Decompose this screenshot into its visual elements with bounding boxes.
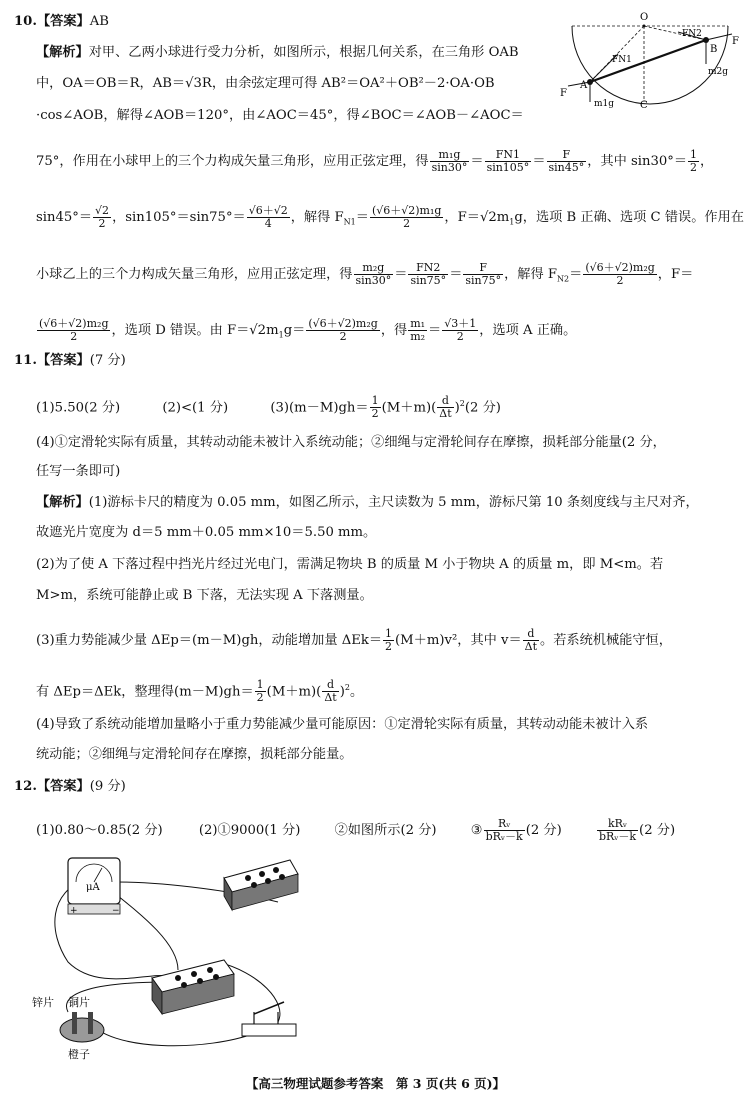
q10-answer-line	[14, 13, 109, 31]
label-f-a: F	[560, 88, 567, 99]
meter-label: μA	[86, 882, 100, 893]
label-m1g: m1g	[594, 99, 615, 109]
q12-a2: (2)①9000(1 分)	[198, 823, 301, 838]
frac-krv-brvk: kRᵥ bRᵥ－k	[598, 817, 637, 843]
q11-score: (7 分)	[89, 353, 126, 368]
q12-a1: (1)0.80～0.85(2 分)	[36, 823, 163, 838]
q11-answer-tag: 【答案】	[36, 353, 90, 368]
q10-line-6: 小球乙上的三个力构成矢量三角形，应用正弦定理，得 $\frac{\text{m₂g}}{\sin 30^\circ}$ ＝ $\frac{FN2}{\sin 75^\circ}$ ＝ $\frac{F}{\sin 75^\circ}$ ，解得 $F_{N2}=$ $\frac{\text{(√6＋√2)m₂g}}{2}$ ，F＝	[36, 261, 694, 287]
q10-text-1: 对甲、乙两小球进行受力分析，如图所示，根据几何关系，在三角形 OAB	[88, 45, 519, 60]
f-arrow-b	[706, 34, 732, 40]
q10-force-diagram	[560, 4, 746, 112]
q11-e1-text: (1)游标卡尺的精度为 0.05 mm，如图乙所示，主尺读数为 5 mm，游标尺第 10 条刻度线与主尺对齐，	[88, 495, 699, 510]
q12-circuit-diagram	[28, 852, 318, 1064]
q11-answer-line	[14, 352, 126, 370]
q10-line-1	[36, 44, 519, 62]
label-a: A	[580, 80, 588, 91]
ball-a	[587, 79, 593, 85]
q11-explain-tag: 【解析】	[36, 495, 89, 510]
label-c: C	[640, 100, 648, 111]
q10-l5e: g，选项 B 正确、选项 C 错误。作用在	[514, 210, 744, 225]
q10-l4a: 75°，作用在小球甲上的三个力构成矢量三角形，应用正弦定理，得	[36, 154, 429, 169]
frac-d-dt-e6: $\frac{d}{\Delta t}$	[324, 678, 337, 705]
q11-e2: 故遮光片宽度为 d＝5 mm＋0.05 mm×10＝5.50 mm。	[36, 525, 377, 540]
frac-r2-2: $\frac{√2}{2}$	[95, 204, 110, 230]
q10-answer-tag: 【答案】	[36, 14, 90, 29]
point-o	[643, 25, 646, 28]
q12-a3: ②如图所示(2 分)	[334, 823, 437, 838]
q10-l7a: ，选项 D 错误。由 F＝√2m	[111, 323, 279, 338]
label-zinc: 锌片	[32, 996, 54, 1009]
q11-a4: (4)①定滑轮实际有质量，其转动动能未被计入系统动能；②细绳与定滑轮间存在摩擦，损耗部分能量(2 分，	[36, 435, 666, 450]
frac-half: $\frac{1}{2}$	[690, 148, 698, 174]
q10-l6b: ，解得 F	[504, 267, 558, 282]
q12-answers-row	[36, 818, 675, 843]
q11-answers-row: (1)5.50(2 分) (2)<(1 分) (3)(m－M)gh＝ $\frac{1}{2}$ (M＋m)( $\frac{d}{\Delta t}$ )$^2$(2 分)	[36, 394, 501, 421]
q11-e5b: (M＋m)v²，其中 v＝	[395, 633, 522, 648]
frac-d-dt: $\frac{d}{\Delta t}$	[439, 394, 452, 421]
q12-answer-line	[14, 778, 126, 796]
q11-a3: (3)(m－M)gh＝	[270, 400, 369, 416]
ab-rod	[590, 40, 706, 82]
label-m2g: m2g	[708, 67, 729, 77]
q11-e5	[36, 628, 672, 653]
switch	[242, 1002, 296, 1036]
frac-f-sin75: $\frac{F}{\sin 75^\circ}$	[465, 261, 502, 287]
q10-line-3: ·cos∠AOB，解得∠AOB＝120°，由∠AOC＝45°，得∠BOC＝∠AOB－∠AOC＝	[36, 108, 524, 123]
resistance-box-2	[152, 960, 234, 1014]
frac-fn1-sin105: $\frac{FN1}{\sin 105^\circ}$	[486, 148, 530, 174]
q10-l4b: ，其中 sin30°＝	[587, 154, 688, 169]
page-footer: 【高三物理试题参考答案 第 3 页(共 6 页)】	[245, 1076, 506, 1091]
label-b: B	[710, 44, 718, 55]
q10-line-4: 75°，作用在小球甲上的三个力构成矢量三角形，应用正弦定理，得 $\frac{\text{m₁g}}{\sin 30^\circ}$ ＝ $\frac{FN1}{\sin 105^\circ}$ ＝ $\frac{F}{\sin 45^\circ}$ ，其中 sin30°＝ $\frac{1}{2}$ ，	[36, 148, 714, 174]
resistance-box-1	[224, 860, 298, 910]
q10-line-7: $\frac{\text{(√6＋√2)m₂g}}{2}$ ，选项 D 错误。由 $F=√2m_1g=$ $\frac{\text{(√6＋√2)m₂g}}{2}$ ，得 $\frac{\text{m₁}}{\text{m₂}}$ ＝ $\frac{√3+1}{2}$ ，选项 A 正确。	[39, 317, 577, 343]
q11-e7: (4)导致了系统动能增加量略小于重力势能减少量可能原因：①定滑轮实际有质量，其转动动能未被计入系	[36, 717, 649, 732]
q11-e1	[36, 494, 699, 512]
q11-e6b: (M＋m)	[266, 684, 317, 700]
frac-m1-m2: $\frac{\text{m₁}}{\text{m₂}}$	[410, 317, 426, 343]
q10-l7b: g＝	[283, 323, 306, 338]
q12-answer-tag: 【答案】	[36, 779, 90, 794]
label-fn2: FN2	[682, 29, 702, 39]
q11-a3-score: (2 分)	[464, 400, 501, 416]
label-copper: 铜片	[68, 996, 90, 1009]
frac-fn2val: $\frac{\text{(√6＋√2)m₂g}}{2}$	[585, 261, 655, 287]
microammeter	[68, 858, 120, 916]
q12-number: 12.	[14, 779, 37, 794]
q10-explain-tag: 【解析】	[36, 45, 89, 60]
q10-line-5: sin45°＝ $\frac{√2}{2}$ ，sin105°＝sin75°＝ $\frac{√6+√2}{4}$ ，解得 $F_{N1}=$ $\frac{\text{(√6＋√2)m₁g}}{2}$ ，$F=√2m_1g$，选项 B 正确、选项 C 错误。作用在	[36, 204, 744, 230]
q12-a4-score: (2 分)	[525, 823, 562, 838]
q12-a4: ③	[470, 823, 483, 838]
frac-m2g-sin30: $\frac{\text{m₂g}}{\sin 30^\circ}$	[355, 261, 392, 287]
frac-d-dt-e5: $\frac{d}{\Delta t}$	[524, 627, 538, 653]
frac-f-sin45: $\frac{F}{\sin 45^\circ}$	[548, 148, 585, 174]
frac-r6r2-4: $\frac{√6+√2}{4}$	[248, 204, 288, 230]
q10-line-2: 中，OA＝OB＝R，AB＝√3R，由余弦定理可得 AB²＝OA²＋OB²－2·OA·OB	[36, 76, 495, 91]
q11-e6a: 有 ΔEp＝ΔEk，整理得(m－M)gh＝	[36, 684, 254, 700]
meter-minus: −	[112, 906, 120, 916]
frac-m1g-sin30: $\frac{\text{m₁g}}{\sin 30^\circ}$	[431, 148, 468, 174]
q10-answer: AB	[89, 14, 109, 29]
frac-fval-2: $\frac{\text{(√6＋√2)m₂g}}{2}$	[39, 317, 109, 343]
frac-half-e6: $\frac{1}{2}$	[256, 678, 264, 705]
q10-l6a: 小球乙上的三个力构成矢量三角形，应用正弦定理，得	[36, 267, 353, 282]
label-f-b: F	[732, 36, 739, 47]
frac-fn2-sin75: $\frac{FN2}{\sin 75^\circ}$	[410, 261, 447, 287]
frac-half-a3: $\frac{1}{2}$	[371, 394, 379, 421]
q10-l6c: ，F＝	[657, 267, 694, 282]
frac-fn1val: $\frac{\text{(√6＋√2)m₁g}}{2}$	[371, 204, 442, 230]
frac-fval-3: $\frac{\text{(√6＋√2)m₂g}}{2}$	[308, 317, 378, 343]
q10-l7d: ，选项 A 正确。	[479, 323, 577, 338]
q11-e3: (2)为了使 A 下落过程中挡光片经过光电门，需满足物块 B 的质量 M 小于物块 A 的质量 m，即 M<m。若	[36, 557, 664, 572]
q12-a5-score: (2 分)	[639, 823, 676, 838]
frac-half-e5: $\frac{1}{2}$	[385, 627, 393, 653]
frac-rv-brvk: Rᵥ bRᵥ－k	[485, 817, 523, 843]
q11-e4: M>m，系统可能静止或 B 下落，无法实现 A 下落测量。	[36, 588, 373, 603]
q11-a2: (2)<(1 分)	[162, 400, 229, 416]
orange-cell	[32, 995, 104, 1061]
ball-b	[703, 37, 709, 43]
q11-e5c: 。若系统机械能守恒，	[540, 633, 672, 648]
q10-l5d: ，F＝√2m	[444, 210, 510, 225]
q11-e5a: (3)重力势能减少量 ΔEp＝(m－M)gh，动能增加量 ΔEk＝	[36, 633, 383, 648]
q11-a4b: 任写一条即可)	[36, 464, 121, 479]
q11-a1: (1)5.50(2 分)	[36, 400, 121, 416]
q10-l5c: ，解得 F	[290, 210, 344, 225]
frac-r3p1-2: $\frac{√3+1}{2}$	[444, 317, 477, 343]
q10-l7c: ，得	[380, 323, 408, 338]
q12-score: (9 分)	[89, 779, 126, 794]
label-orange: 橙子	[68, 1048, 90, 1061]
q11-e6: 有 ΔEp＝ΔEk，整理得(m－M)gh＝ $\frac{1}{2}$ (M＋m)( $\frac{d}{\Delta t}$ )$^2$。	[36, 678, 364, 705]
wire-5	[88, 1020, 258, 1046]
q11-number: 11.	[14, 353, 37, 368]
q10-l5b: ，sin105°＝sin75°＝	[112, 210, 246, 225]
q11-e8: 统动能；②细绳与定滑轮间存在摩擦，损耗部分能量。	[36, 747, 353, 762]
label-o: O	[640, 12, 649, 23]
q10-l5a: sin45°＝	[36, 210, 93, 225]
q10-number: 10.	[14, 14, 37, 29]
label-fn1: FN1	[612, 55, 632, 65]
meter-plus: +	[70, 906, 78, 916]
